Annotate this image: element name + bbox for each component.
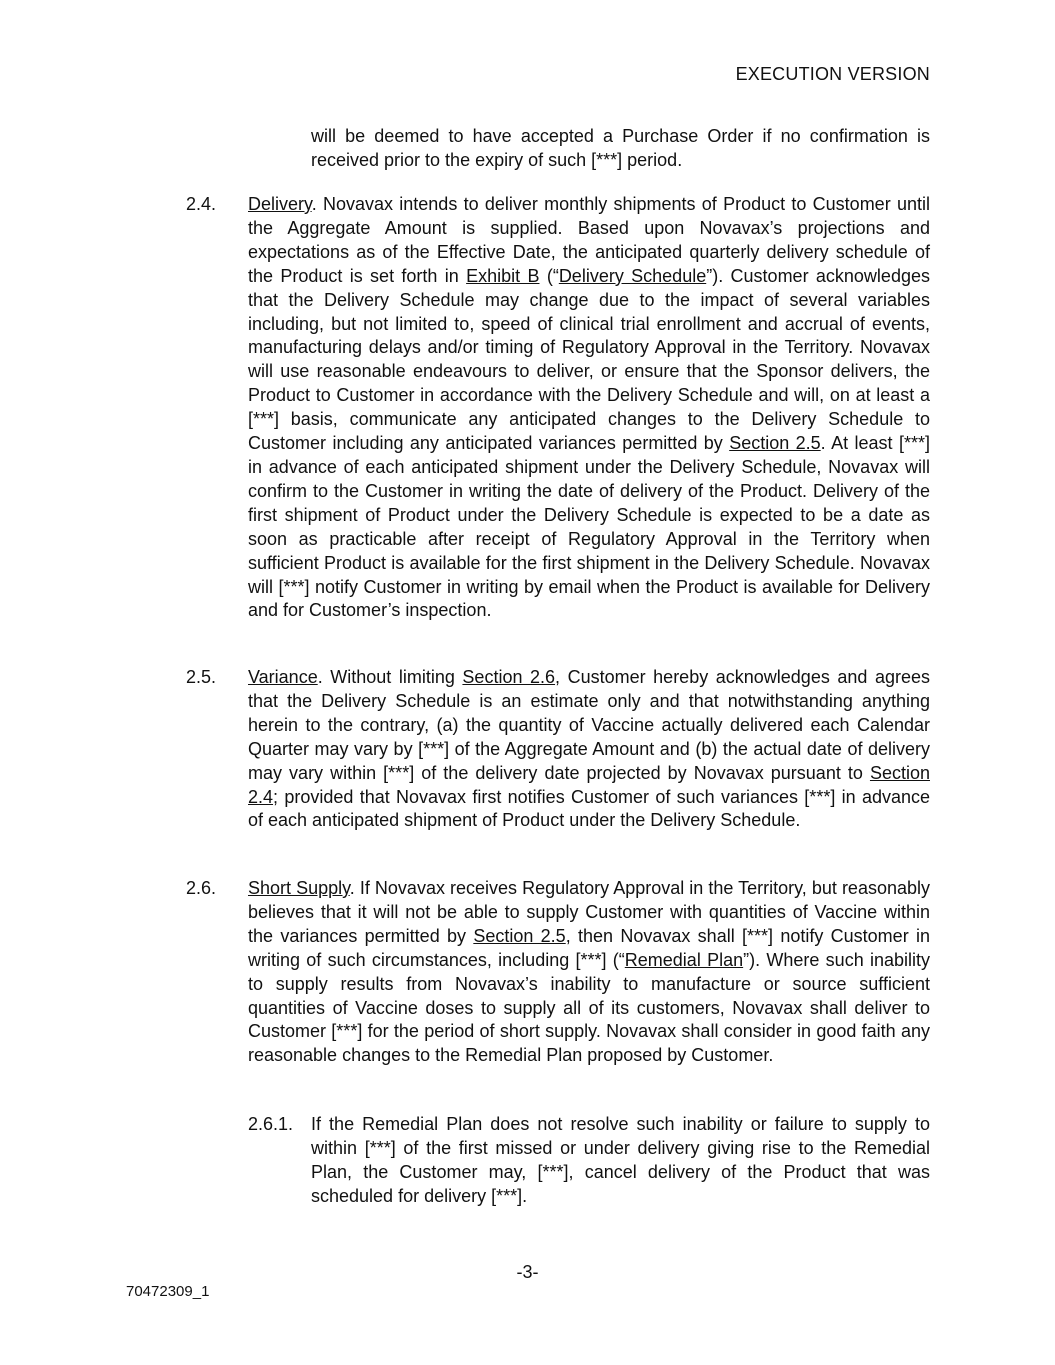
cross-ref-exhibit-b: Exhibit B [466,265,540,286]
cross-ref-section-2-5: Section 2.5 [729,433,821,454]
page-number: -3- [516,1262,539,1282]
section-number-2-4: 2.4. [186,194,217,214]
document-id: 70472309_1 [126,1283,210,1300]
section-2-4-delivery: Delivery. Novavax intends to deliver monthly shipments of Product to Customer until the Aggregate Amount is supplied. Based upon Novavax’s projections and expectations as of the Effective Date, the anticipated quarterly delivery schedule of the Product is set forth in Exhibit B (“Delivery Schedule”). Customer acknowledges that the Delivery Schedule may change due to the impact of several variables including, but not limited to, speed of clinical trial enrollment and accrual of events, manufacturing delays and/or timing of Regulatory Approval in the Territory. Novavax will use reasonable endeavours to deliver, or ensure that the Sponsor delivers, the Product to Customer in accordance with the Delivery Schedule and will, on at least a [***] basis, communicate any anticipated changes to the Delivery Schedule to Customer including any anticipated variances permitted by Section 2.5. At least [***] in advance of each anticipated shipment under the Delivery Schedule, Novavax will confirm to the Customer in writing the date of delivery of the Product. Delivery of the first shipment of Product under the Delivery Schedule is expected to be a date as soon as practicable after receipt of Regulatory Approval in the Territory when sufficient Product is available for the first shipment in the Delivery Schedule. Novavax will [***] notify Customer in writing by email when the Product is available for Delivery and for Customer’s inspection. [248,194,930,621]
section-2-5-variance: Variance. Without limiting Section 2.6, Customer hereby acknowledges and agrees that the Delivery Schedule is an estimate only and that notwithstanding anything herein to the contrary, (a) the quantity of Vaccine actually delivered each Calendar Quarter may vary by [***] of the Aggregate Amount and (b) the actual date of delivery may vary within [***] of the delivery date projected by Novavax pursuant to Section 2.4; provided that Novavax first notifies Customer of such variances [***] in advance of each anticipated shipment of Product under the Delivery Schedule. [248,667,931,831]
defined-term-remedial-plan: Remedial Plan [624,949,744,970]
section-heading-variance: Variance [248,667,318,687]
defined-term-delivery-schedule: Delivery Schedule [558,265,707,286]
section-2-6-1-cancellation: If the Remedial Plan does not resolve such inability or failure to supply to within [***] of the first missed or under delivery giving rise to the Remedial Plan, the Customer may, [***], cancel delivery of the Product that was scheduled for delivery [***]. [311,1114,930,1206]
section-2-6-short-supply: Short Supply. If Novavax receives Regulatory Approval in the Territory, but reasonably believes that it will not be able to supply Customer with quantities of Vaccine within the variances permitted by Section 2.5, then Novavax shall [***] notify Customer in writing of such circumstances, including [***] (“Remedial Plan”). Where such inability to supply results from Novavax’s inability to manufacture or source sufficient quantities of Vaccine doses to supply all of its customers, Novavax shall deliver to Customer [***] for the period of short supply. Novavax shall consider in good faith any reasonable changes to the Remedial Plan proposed by Customer. [248,878,931,1066]
cross-ref-section-2-6: Section 2.6 [462,667,556,687]
section-number-2-5: 2.5. [186,667,217,687]
execution-version-header: EXECUTION VERSION [735,64,930,84]
section-heading-short-supply: Short Supply [248,878,350,898]
continuation-paragraph: will be deemed to have accepted a Purchase Order if no confirmation is received prior to the expiry of such [***] period. [311,126,930,170]
section-heading-delivery: Delivery [248,194,312,214]
section-number-2-6-1: 2.6.1. [248,1114,294,1134]
cross-ref-section-2-4: Section 2.4 [248,762,930,807]
section-number-2-6: 2.6. [186,878,217,898]
cross-ref-section-2-5: Section 2.5 [473,925,566,946]
